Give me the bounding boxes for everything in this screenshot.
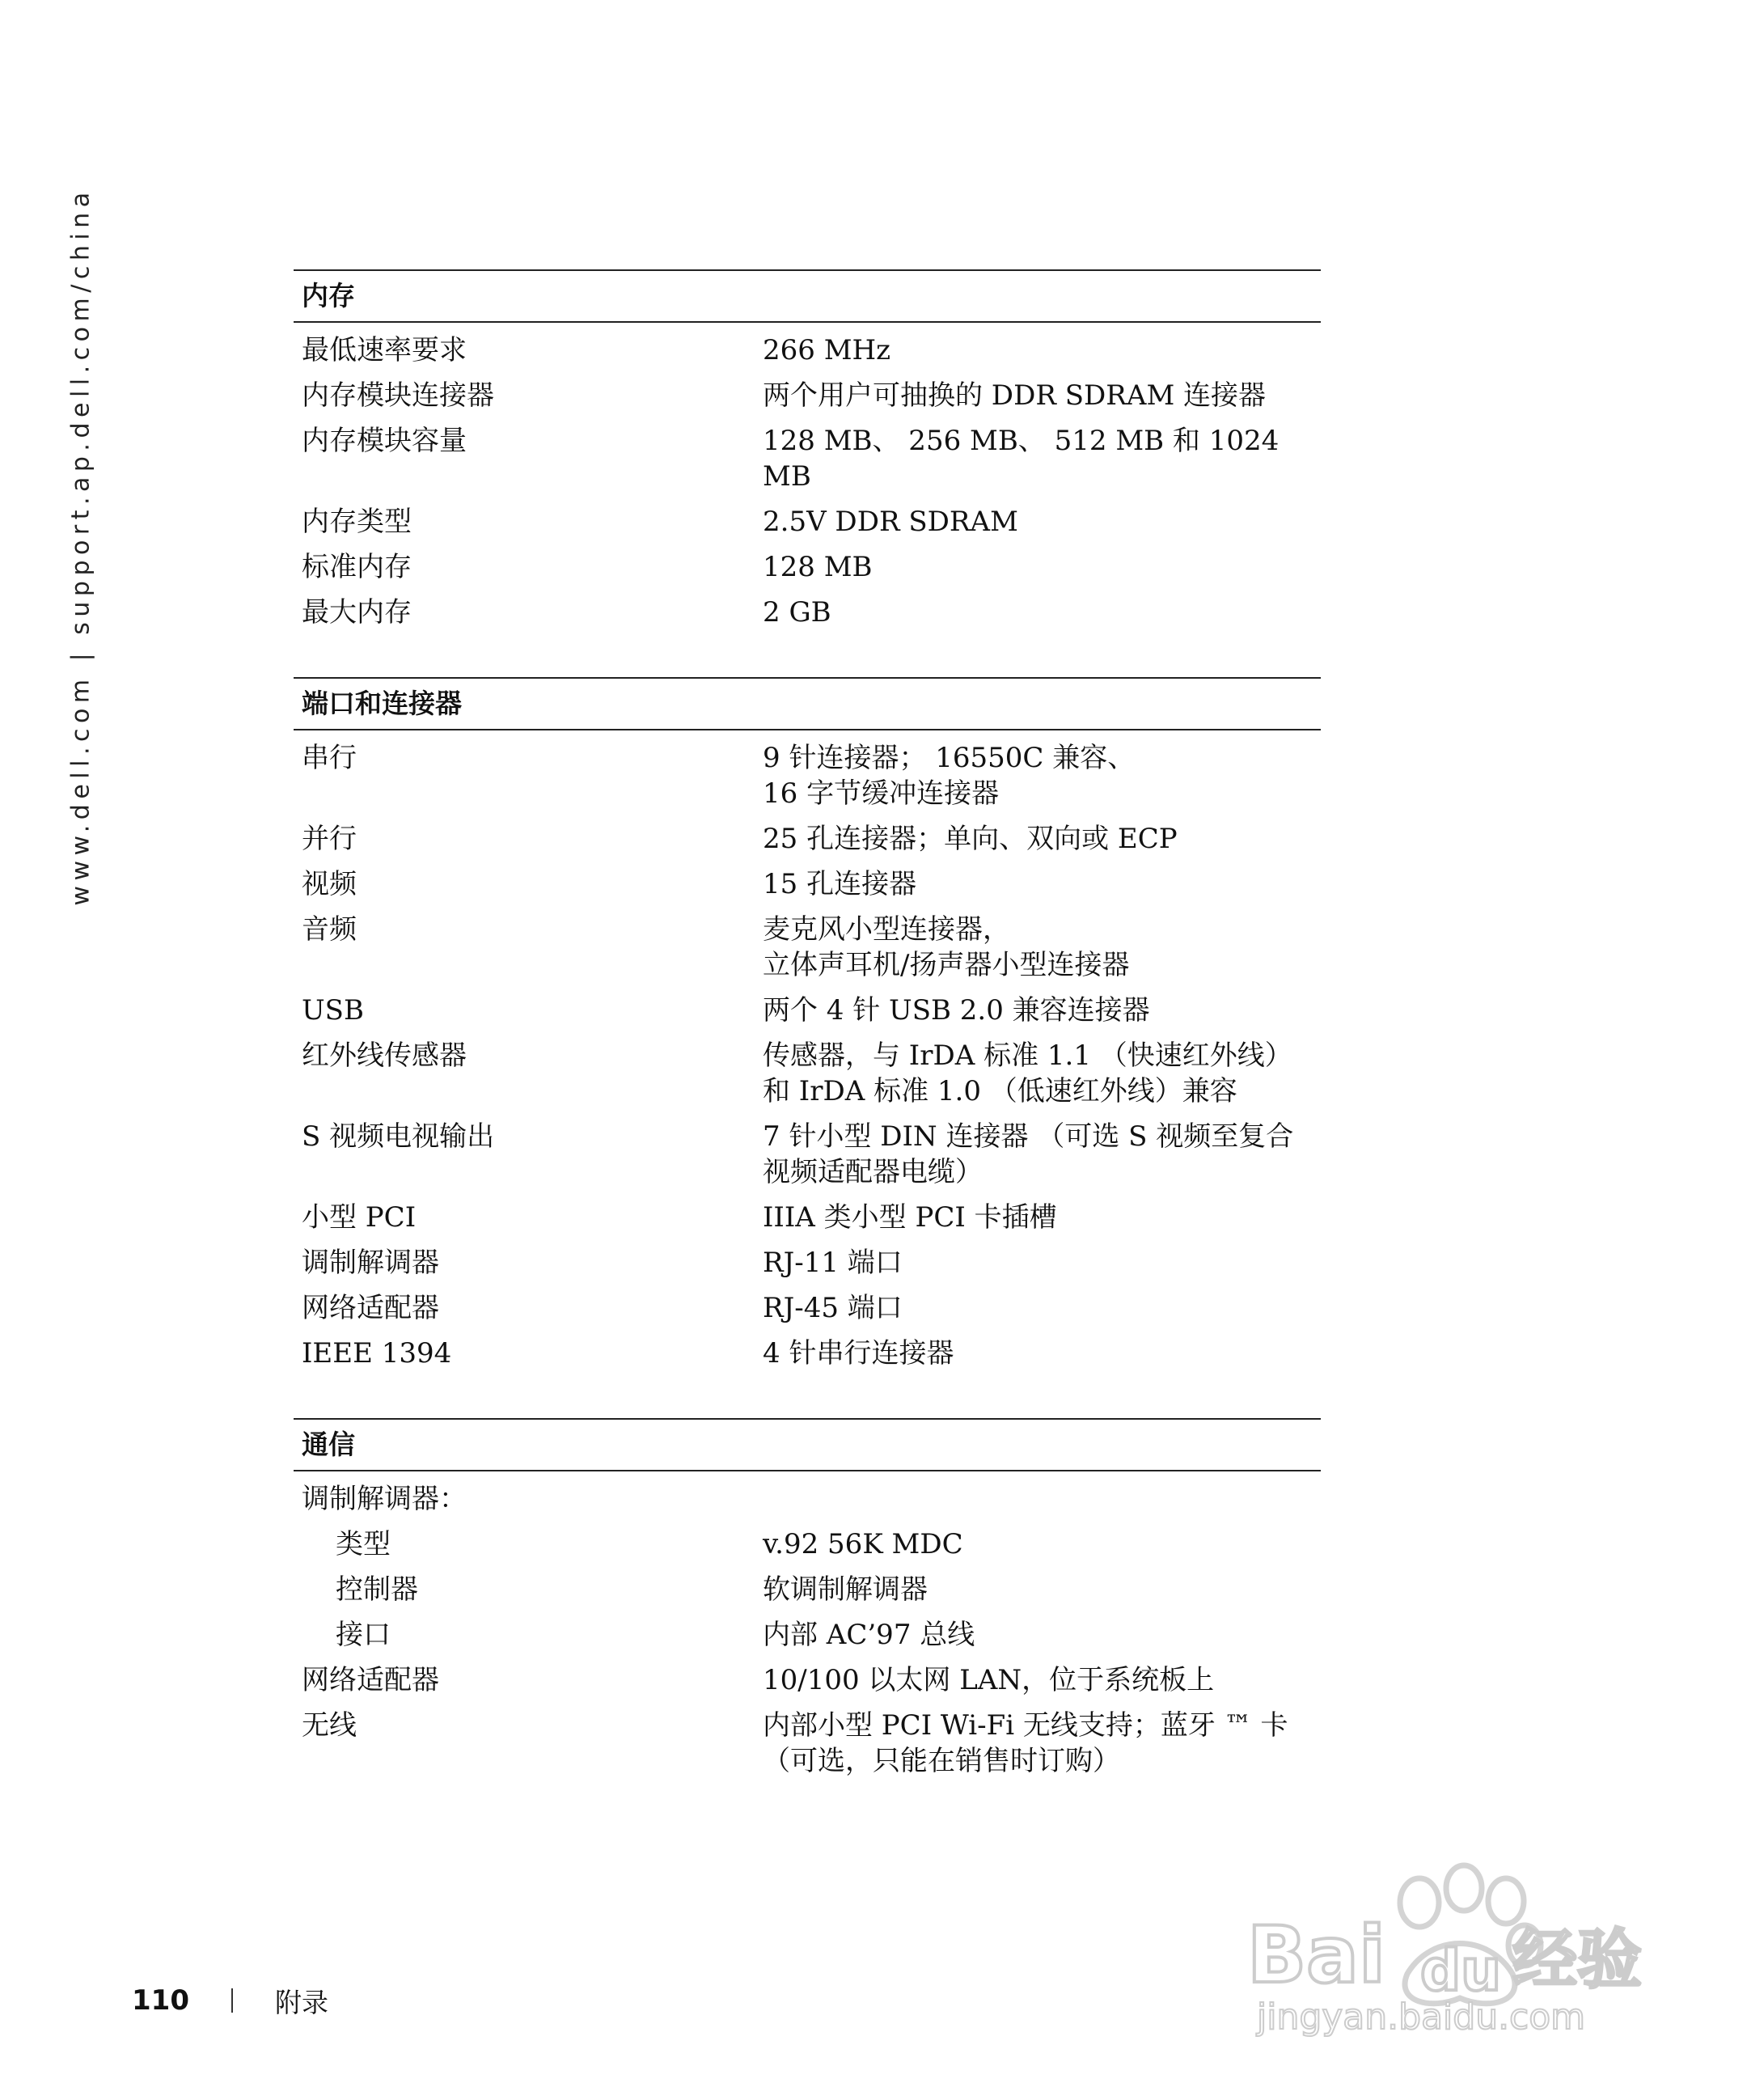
spec-row bbox=[294, 328, 1321, 373]
baidu-watermark-logo bbox=[1246, 1844, 1658, 2039]
spec-row bbox=[294, 1612, 1321, 1658]
spec-label: 红外线传感器 bbox=[302, 1039, 467, 1072]
svg-text:jingyan.baidu.com: jingyan.baidu.com bbox=[1257, 1996, 1586, 2038]
footer-divider bbox=[231, 1988, 233, 2013]
spec-row bbox=[294, 1476, 1321, 1522]
spec-value: 传感器，与 IrDA 标准 1.1 （快速红外线） 和 IrDA 标准 1.0 （低速红外线）兼容 bbox=[763, 1039, 1292, 1107]
spec-label: 标准内存 bbox=[302, 551, 412, 583]
side-url-text: www.dell.com | support.ap.dell.com/china bbox=[66, 186, 95, 906]
spec-row bbox=[294, 816, 1321, 862]
side-url-banner bbox=[57, 186, 105, 906]
spec-value: 266 MHz bbox=[763, 334, 891, 366]
spec-value: 2 GB bbox=[763, 596, 831, 629]
spec-label: 内存模块连接器 bbox=[302, 379, 494, 412]
section-title: 端口和连接器 bbox=[294, 677, 1321, 730]
spec-row bbox=[294, 1114, 1321, 1195]
spec-value: 软调制解调器 bbox=[763, 1573, 928, 1606]
spec-row bbox=[294, 590, 1321, 635]
spec-value: 9 针连接器； 16550C 兼容、 16 字节缓冲连接器 bbox=[763, 742, 1136, 810]
section-communications bbox=[294, 1418, 1321, 1784]
spec-row bbox=[294, 907, 1321, 988]
spec-row bbox=[294, 418, 1321, 499]
spec-value: 15 孔连接器 bbox=[763, 868, 917, 900]
spec-label: 并行 bbox=[302, 823, 357, 855]
svg-text:经验: 经验 bbox=[1512, 1922, 1642, 1997]
spec-label: 内存模块容量 bbox=[302, 425, 467, 457]
spec-value: 两个 4 针 USB 2.0 兼容连接器 bbox=[763, 994, 1150, 1027]
spec-value: IIIA 类小型 PCI 卡插槽 bbox=[763, 1201, 1057, 1234]
spec-sublabel: 控制器 bbox=[336, 1573, 418, 1606]
spec-row bbox=[294, 1331, 1321, 1376]
section-title: 通信 bbox=[294, 1418, 1321, 1471]
section-name: 附录 bbox=[274, 1986, 328, 2018]
spec-row bbox=[294, 1703, 1321, 1784]
spec-label: 音频 bbox=[302, 913, 357, 946]
spec-row bbox=[294, 988, 1321, 1033]
spec-value: 7 针小型 DIN 连接器 （可选 S 视频至复合 视频适配器电缆） bbox=[763, 1120, 1294, 1188]
spec-content bbox=[294, 269, 1321, 1826]
spec-value: 两个用户可抽换的 DDR SDRAM 连接器 bbox=[763, 379, 1267, 412]
spec-label: 小型 PCI bbox=[302, 1201, 417, 1234]
spec-label: IEEE 1394 bbox=[302, 1337, 452, 1370]
spec-label: 串行 bbox=[302, 742, 357, 774]
spec-row bbox=[294, 1285, 1321, 1331]
spec-label: S 视频电视输出 bbox=[302, 1120, 495, 1153]
spec-row bbox=[294, 1033, 1321, 1114]
spec-row bbox=[294, 1522, 1321, 1567]
spec-label: 网络适配器 bbox=[302, 1664, 439, 1696]
spec-value: RJ-11 端口 bbox=[763, 1247, 903, 1279]
spec-row bbox=[294, 373, 1321, 418]
page-number: 110 bbox=[132, 1984, 189, 2017]
section-ports bbox=[294, 677, 1321, 1376]
spec-label: 网络适配器 bbox=[302, 1292, 439, 1324]
spec-label: USB bbox=[302, 994, 364, 1027]
spec-value: 麦克风小型连接器， 立体声耳机/扬声器小型连接器 bbox=[763, 913, 1130, 981]
spec-value: 10/100 以太网 LAN，位于系统板上 bbox=[763, 1664, 1215, 1696]
spec-sublabel: 接口 bbox=[336, 1619, 391, 1651]
spec-value: 4 针串行连接器 bbox=[763, 1337, 954, 1370]
spec-row bbox=[294, 735, 1321, 816]
svg-text:Bai: Bai bbox=[1247, 1910, 1385, 2001]
spec-row bbox=[294, 862, 1321, 907]
spec-label: 调制解调器： bbox=[302, 1483, 467, 1515]
section-memory bbox=[294, 269, 1321, 635]
spec-value: 25 孔连接器；单向、双向或 ECP bbox=[763, 823, 1178, 855]
spec-row bbox=[294, 544, 1321, 590]
spec-row bbox=[294, 499, 1321, 544]
svg-text:du: du bbox=[1420, 1937, 1501, 2004]
spec-row bbox=[294, 1567, 1321, 1612]
spec-label: 视频 bbox=[302, 868, 357, 900]
spec-value: 内部小型 PCI Wi-Fi 无线支持；蓝牙 ™ 卡 （可选，只能在销售时订购） bbox=[763, 1709, 1288, 1777]
spec-value: 内部 AC’97 总线 bbox=[763, 1619, 975, 1651]
spec-label: 最低速率要求 bbox=[302, 334, 467, 366]
spec-label: 内存类型 bbox=[302, 506, 412, 538]
spec-label: 无线 bbox=[302, 1709, 357, 1742]
spec-value: 128 MB、 256 MB、 512 MB 和 1024 MB bbox=[763, 425, 1280, 493]
spec-value: v.92 56K MDC bbox=[763, 1528, 963, 1560]
section-title: 内存 bbox=[294, 269, 1321, 323]
spec-value: RJ-45 端口 bbox=[763, 1292, 903, 1324]
spec-label: 最大内存 bbox=[302, 596, 412, 629]
spec-value bbox=[763, 1481, 1321, 1517]
page-footer bbox=[132, 1980, 328, 2021]
spec-sublabel: 类型 bbox=[336, 1528, 391, 1560]
spec-value: 128 MB bbox=[763, 551, 873, 583]
spec-label: 调制解调器 bbox=[302, 1247, 439, 1279]
spec-row bbox=[294, 1658, 1321, 1703]
spec-row bbox=[294, 1240, 1321, 1285]
spec-row bbox=[294, 1195, 1321, 1240]
spec-value: 2.5V DDR SDRAM bbox=[763, 506, 1018, 538]
